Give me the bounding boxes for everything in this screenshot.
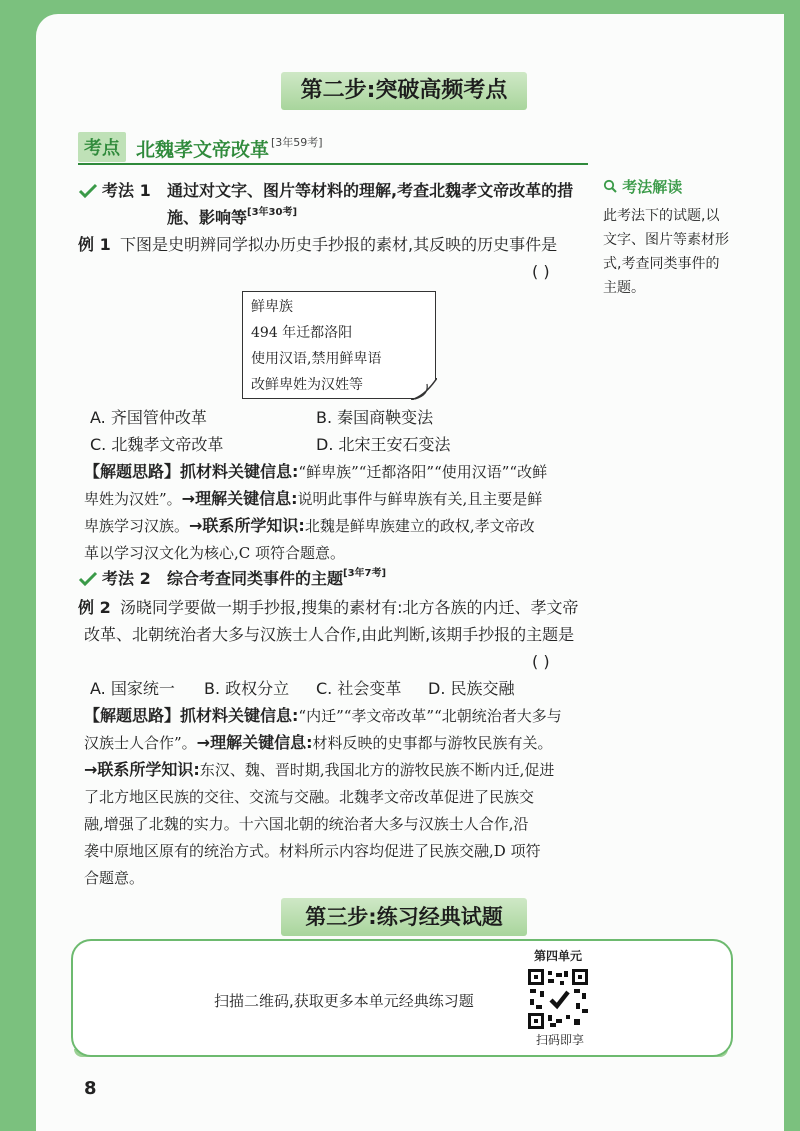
ex2-analysis-line: 融,增强了北魏的实力。十六国北朝的统治者大多与汉族士人合作,沿 <box>84 815 529 833</box>
ex1-bracket: ( ) <box>532 262 550 281</box>
analysis-text: 说明此事件与鲜卑族有关,且主要是鲜 <box>297 490 543 508</box>
analysis-head: 【解题思路】抓材料关键信息: <box>84 706 299 725</box>
ex1-option-b[interactable]: B. 秦国商鞅变法 <box>316 408 434 427</box>
page-curl-icon <box>411 378 437 400</box>
ex2-option-b[interactable]: B. 政权分立 <box>204 679 290 698</box>
note-line: 494 年迁都洛阳 <box>251 325 353 341</box>
analysis-text: 卑族学习汉族。 <box>84 517 190 535</box>
qr-code-icon[interactable] <box>528 969 588 1029</box>
page-number: 8 <box>84 1078 97 1099</box>
ex1-analysis-line <box>84 459 547 485</box>
aside-title-text: 考法解读 <box>622 178 683 196</box>
step3-banner: 第三步:练习经典试题 <box>281 898 527 936</box>
check-icon <box>78 571 98 587</box>
analysis-head: →理解关键信息: <box>196 733 313 752</box>
ex1-analysis-line <box>84 513 535 539</box>
note-card <box>242 291 436 399</box>
ex2-stem-line1: 汤晓同学要做一期手抄报,搜集的素材有:北方各族的内迁、孝文帝 <box>120 598 579 617</box>
analysis-head: →联系所学知识: <box>189 516 305 535</box>
ex2-analysis-line <box>84 730 553 756</box>
analysis-head: →联系所学知识: <box>84 760 200 779</box>
ex2-analysis-line: 了北方地区民族的交往、交流与交融。北魏孝文帝改革促进了民族交 <box>84 788 535 806</box>
ex1-option-a[interactable]: A. 齐国管仲改革 <box>90 408 207 427</box>
ex2-option-a[interactable]: A. 国家统一 <box>90 679 175 698</box>
ex2-analysis-line <box>84 757 554 783</box>
kaodian-underline <box>78 163 588 165</box>
qr-caption: 扫码即享 <box>536 1033 585 1047</box>
note-line: 鲜卑族 <box>251 299 293 315</box>
ex2-stem-line2: 改革、北朝统治者大多与汉族士人合作,由此判断,该期手抄报的主题是 <box>84 625 575 644</box>
method1-label: 考法 1 <box>102 181 151 200</box>
ex1-option-d[interactable]: D. 北宋王安石变法 <box>316 435 451 454</box>
aside-line: 主题。 <box>603 280 645 296</box>
method2-text <box>167 566 386 595</box>
method1-line2-text: 施、影响等 <box>167 208 248 227</box>
ex2-analysis-line: 合题意。 <box>84 869 145 887</box>
method1-count: [3年30考] <box>247 207 298 218</box>
ex2-analysis-line: 袭中原地区原有的统治方式。材料所示内容均促进了民族交融,D 项符 <box>84 842 541 860</box>
aside-line: 式,考查同类事件的 <box>603 256 720 272</box>
analysis-text: 汉族士人合作”。 <box>84 734 197 752</box>
note-line: 改鲜卑姓为汉姓等 <box>251 377 363 393</box>
ex1-label: 例 1 <box>78 235 111 254</box>
method2-label: 考法 2 <box>102 569 151 588</box>
analysis-text: 卑姓为汉姓”。 <box>84 490 182 508</box>
ex2-option-d[interactable]: D. 民族交融 <box>428 679 515 698</box>
ex1-option-c[interactable]: C. 北魏孝文帝改革 <box>90 435 224 454</box>
note-line: 使用汉语,禁用鲜卑语 <box>251 351 382 367</box>
kaodian-title: 北魏孝文帝改革 <box>136 139 270 161</box>
search-icon <box>603 179 617 193</box>
ex2-bracket: ( ) <box>532 652 550 671</box>
method2-count: [3年7考] <box>343 568 387 579</box>
ex1-analysis-line <box>84 486 542 512</box>
kaodian-count: [3年59考] <box>271 136 323 149</box>
ex1-analysis-line: 革以学习汉文化为核心,C 项符合题意。 <box>84 544 346 562</box>
analysis-text: 材料反映的史事都与游牧民族有关。 <box>312 734 553 752</box>
ex2-label: 例 2 <box>78 598 111 617</box>
aside-line: 文字、图片等素材形 <box>603 232 729 248</box>
qr-unit-label: 第四单元 <box>534 949 583 963</box>
analysis-text: 东汉、魏、晋时期,我国北方的游牧民族不断内迁,促进 <box>199 761 555 779</box>
analysis-head: →理解关键信息: <box>181 489 298 508</box>
analysis-text: 北魏是鲜卑族建立的政权,孝文帝改 <box>304 517 535 535</box>
analysis-text: “鲜卑族”“迁都洛阳”“使用汉语”“改鲜 <box>298 463 548 481</box>
method1-line2 <box>167 205 297 234</box>
aside-text <box>603 204 763 300</box>
analysis-head: 【解题思路】抓材料关键信息: <box>84 462 299 481</box>
method2-title: 综合考查同类事件的主题 <box>167 569 344 588</box>
method1-line1: 通过对文字、图片等材料的理解,考查北魏孝文帝改革的措 <box>167 181 574 200</box>
qr-prompt: 扫描二维码,获取更多本单元经典练习题 <box>214 992 474 1010</box>
kaodian-tag: 考点 <box>78 132 126 162</box>
aside-line: 此考法下的试题,以 <box>603 208 720 224</box>
aside-title <box>603 176 682 197</box>
kaodian-header <box>78 134 323 162</box>
analysis-text: “内迁”“孝文帝改革”“北朝统治者大多与 <box>298 707 562 725</box>
ex2-option-c[interactable]: C. 社会变革 <box>316 679 402 698</box>
ex1-stem: 下图是史明辨同学拟办历史手抄报的素材,其反映的历史事件是 <box>120 235 558 254</box>
ex2-analysis-line <box>84 703 562 729</box>
check-icon <box>78 183 98 199</box>
step2-banner: 第二步:突破高频考点 <box>281 72 527 110</box>
